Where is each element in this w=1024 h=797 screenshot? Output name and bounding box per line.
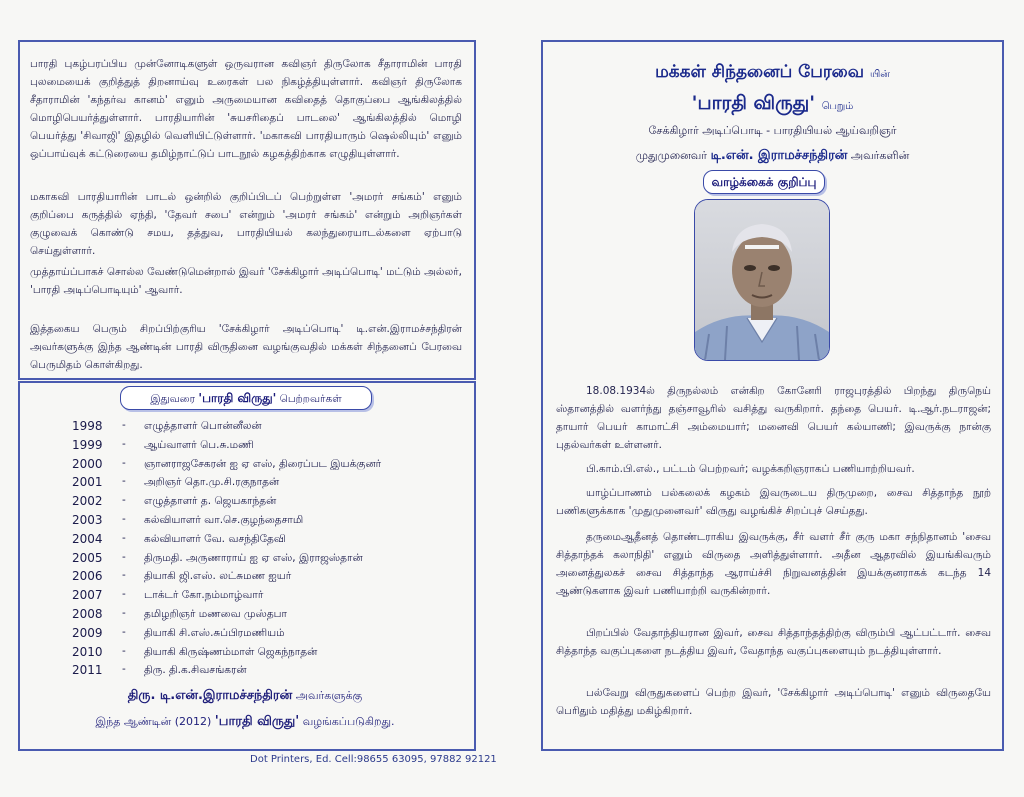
awardee-year: 1998 (72, 419, 103, 433)
award-name: 'பாரதி விருது' (691, 92, 816, 114)
awardee-dash: - (122, 456, 126, 469)
awardee-dash: - (122, 531, 126, 544)
printer-footer: Dot Printers, Ed. Cell:98655 63095, 97882 92121 (250, 754, 497, 765)
awardee-name: திரு. தி.க.சிவசங்கரன் (144, 664, 247, 677)
awardee-name: திருமதி. அருணாராய் ஐ ஏ எஸ், இராஜஸ்தான் (144, 551, 363, 564)
awardee-name: தமிழறிஞர் மணவை முஸ்தபா (144, 608, 287, 620)
awardee-name: தியாகி ஜி.எஸ். லட்சுமண ஐயர் (144, 570, 292, 583)
awardee-year: 2005 (72, 550, 103, 565)
closing-line-2 (30, 714, 460, 730)
awardee-name: தியாகி சி.எஸ்.சுப்பிரமணியம் (144, 626, 285, 639)
awardee-dash: - (122, 494, 126, 507)
awardee-dash: - (122, 513, 126, 525)
awardee-name: தியாகி கிருஷ்ணம்மாள் ஜெகந்நாதன் (144, 645, 318, 658)
awardee-dash: - (122, 644, 126, 657)
awardees-badge (120, 386, 372, 410)
awardee-year: 2001 (72, 475, 103, 490)
awardee-dash: - (122, 588, 126, 601)
awardees-badge-post: பெற்றவர்கள் (276, 393, 342, 405)
awardee-year: 2011 (72, 663, 103, 678)
awardee-year: 2003 (72, 513, 103, 527)
award-title (541, 92, 1004, 117)
awardee-dash: - (122, 663, 126, 676)
awardee-name: எழுத்தாளர் த. ஜெயகாந்தன் (144, 495, 277, 508)
bio-paragraph-5: பிறப்பில் வேதாந்தியரான இவர், சைவ சித்தாந்தத்திற்கு விரும்பி ஆட்பட்டார். சைவ சித்தாந்த வகுப்புகளை நடத்திய இவர், வேதாந்த வகுப்புகளையும் நடத்தியுள்ளார். (556, 627, 991, 657)
awardee-year: 2010 (72, 644, 103, 659)
award-suffix: பெறும் (821, 101, 854, 112)
portrait-photo (694, 199, 830, 361)
closing-line-2-post: வழங்கப்படுகிறது. (299, 715, 395, 728)
left-paragraph-1: பாரதி புகழ்பரப்பிய முன்னோடிகளுள் ஒருவரான கவிஞர் திருலோக சீதாராமின் பாரதி புலமையைக் குறித்துத் திறனாய்வு உரைகள் பல நிகழ்த்தியுள்ளார். கவிஞர் திருலோக சீதாராமின் 'கந்தர்வ கானம்' எனும் அருமையான கவிதைத் தொகுப்பை ஆங்கிலத்தில் மொழிபெயர்த்துள்ளார். பாரதியாரின் 'சுயசரிதைப் பாடலை' ஆங்கிலத்தில் மொழி பெயர்த்து 'சிவாஜி' இதழில் வெளியிட்டுள்ளார். 'மகாகவி பாரதியாரும் ஷெல்லியும்' எனும் ஒப்பாய்வுக் கட்டுரையை தமிழ்நாட்டுப் பாடநூல் கழகத்திற்காக எழுதியுள்ளார். (30, 58, 462, 160)
left-paragraph-3: முத்தாய்ப்பாகச் சொல்ல வேண்டுமென்றால் இவர் 'சேக்கிழார் அடிப்பொடி' மட்டும் அல்லர், 'பாரதி அடிப்பொடியும்' ஆவார். (30, 266, 462, 296)
org-name: மக்கள் சிந்தனைப் பேரவை (655, 62, 865, 82)
closing-line-1 (30, 688, 460, 704)
bio-paragraph-6: பல்வேறு விருதுகளைப் பெற்ற இவர், 'சேக்கிழார் அடிப்பொடி' எனும் விருதையே பெரிதும் மதித்து மகிழ்கிறார். (556, 687, 991, 717)
awardee-name: எழுத்தாளர் பொன்னீலன் (144, 420, 262, 432)
awardee-year: 2004 (72, 531, 103, 546)
awardee-name: கல்வியாளர் வா.செ.குழந்தைசாமி (144, 514, 304, 526)
left-paragraph-4: இத்தகைய பெரும் சிறப்பிற்குரிய 'சேக்கிழார் அடிப்பொடி' டி.என்.இராமச்சந்திரன் அவர்களுக்கு இந்த ஆண்டின் பாரதி விருதினை வழங்குவதில் மக்கள் சிந்தனைப் பேரவை பெருமிதம் கொள்கிறது. (30, 323, 462, 371)
honoree-line (541, 148, 1004, 164)
awardee-year: 2008 (72, 607, 103, 621)
awardee-year: 2006 (72, 569, 103, 584)
awardee-year: 2002 (72, 494, 103, 509)
awardee-year: 2009 (72, 625, 103, 640)
org-title (541, 62, 1004, 84)
awardee-year: 1999 (72, 437, 103, 452)
awardee-name: ஆய்வாளர் பெ.சு.மணி (144, 438, 254, 451)
awardee-year: 2007 (72, 588, 103, 603)
closing-line-2-pre: இந்த ஆண்டின் (2012) (95, 715, 215, 728)
bio-paragraph-4: தருமைஆதீனத் தொண்டராகிய இவருக்கு, சீர் வளர் சீர் குரு மகா சந்நிதானம் 'சைவ சித்தாந்தக் கலாநிதி' எனும் விருதை அளித்துள்ளார். அதீன ஆதரவில் இயங்கிவரும் அனைத்துலகச் சைவ சித்தாந்த ஆராய்ச்சி நிறுவனத்தின் இயக்குனராகக் கடந்த 14 ஆண்டுகளாக இவர் பணியாற்றி வருகின்றார். (556, 531, 991, 597)
awardee-dash: - (122, 569, 126, 582)
closing-line-1-post: அவர்களுக்கு (292, 689, 363, 702)
bio-badge (703, 170, 825, 194)
awardee-dash: - (122, 437, 126, 450)
awardee-dash: - (122, 419, 126, 431)
name-suffix: அவர்களின் (850, 149, 910, 162)
bio-paragraph-3: யாழ்ப்பாணம் பல்கலைக் கழகம் இவருடைய திருமுறை, சைவ சித்தாந்த நூற் பணிகளுக்காக 'முதுமுனைவர்' விருது வழங்கிச் சிறப்புச் செய்தது. (556, 487, 991, 517)
awardees-badge-award: 'பாரதி விருது' (198, 391, 277, 405)
closing-award: 'பாரதி விருது' (214, 714, 300, 729)
awardee-dash: - (122, 625, 126, 638)
awardee-name: அறிஞர் தொ.மு.சி.ரகுநாதன் (144, 476, 280, 489)
awardee-name: ஞானராஜசேகரன் ஐ ஏ எஸ், திரைப்பட இயக்குனர் (144, 457, 382, 470)
awardee-dash: - (122, 607, 126, 619)
left-paragraph-2: மகாகவி பாரதியாரின் பாடல் ஒன்றில் குறிப்பிடப் பெற்றுள்ள 'அமரர் சங்கம்' எனும் குறிப்பை கருத்தில் ஏந்தி, 'தேவர் சபை' என்றும் 'அமரர் சங்கம்' என்றும் அறிஞர்கள் குழுவைக் கொண்டு சமய, தத்துவ, பாரதியியல் கலந்துரையாடல்களை ஏற்பாடு செய்துள்ளார். (30, 191, 462, 257)
bio-paragraph-2: பி.காம்.பி.எல்., பட்டம் பெற்றவர்; வழக்கறிஞராகப் பணியாற்றியவர். (586, 463, 915, 475)
awardee-name: கல்வியாளர் வே. வசந்திதேவி (144, 532, 286, 545)
bio-paragraph-1: 18.08.1934ல் திருநல்லம் என்கிற கோனேரி ராஜபுரத்தில் பிறந்து திருநெய் ஸ்தானத்தில் வளர்ந்து தஞ்சாவூரில் வசித்து வருகிறார். தந்தை பெயர். டி.ஆர்.நடராஜன்; தாயார் பெயர் காமாட்சி அம்மையார்; மனைவி பெயர் கல்யாணி; இவருக்கு நான்கு புதல்வர்கள் உள்ளனர். (556, 385, 991, 451)
subtitle: சேக்கிழார் அடிப்பொடி - பாரதியியல் ஆய்வறிஞர் (648, 124, 897, 137)
name-prefix: முதுமுனைவர் (635, 149, 708, 162)
awardee-dash: - (122, 475, 126, 488)
bio-badge-label: வாழ்க்கைக் குறிப்பு (711, 175, 817, 189)
honoree-name: டி.என். இராமச்சந்திரன் (710, 148, 848, 163)
portrait-image (695, 200, 829, 360)
awardee-name: டாக்டர் கோ.நம்மாழ்வார் (144, 589, 264, 602)
closing-recipient: திரு. டி.என்.இராமச்சந்திரன் (127, 688, 293, 703)
org-suffix: யின் (869, 69, 890, 80)
awardee-year: 2000 (72, 456, 103, 471)
awardees-badge-pre: இதுவரை (150, 393, 199, 405)
awardee-dash: - (122, 550, 126, 563)
